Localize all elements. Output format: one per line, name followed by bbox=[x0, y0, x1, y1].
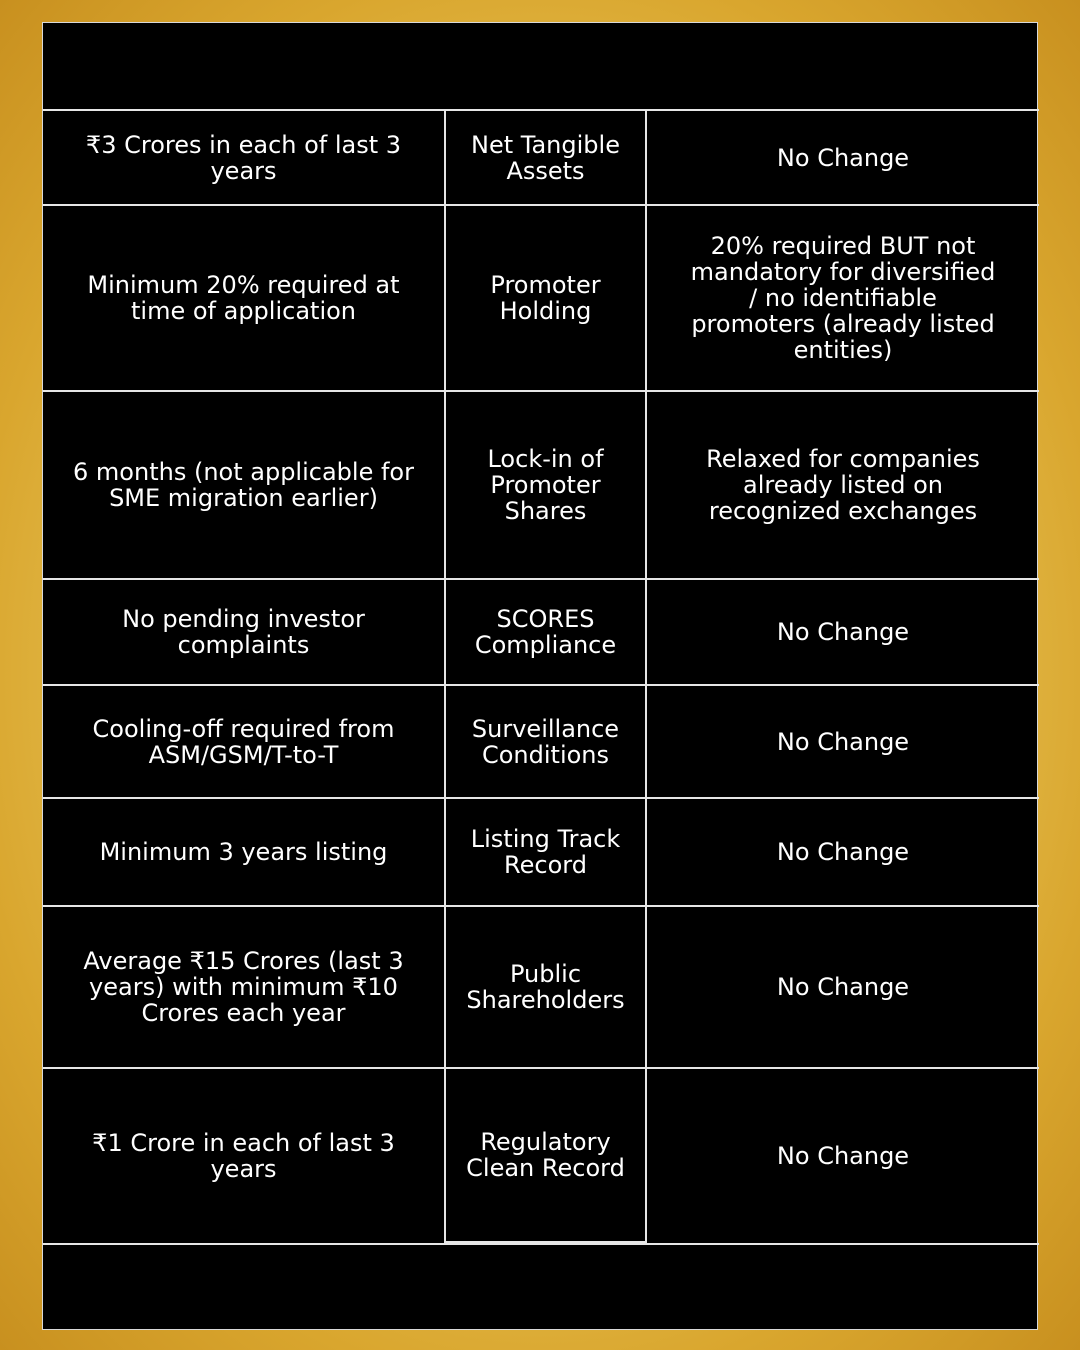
criteria-cell: Regulatory Clean Record bbox=[444, 1069, 647, 1243]
requirement-cell: ₹3 Crores in each of last 3 years bbox=[85, 130, 402, 185]
requirement-cell: Average ₹15 Crores (last 3 years) with minimum ₹10 Crores each year bbox=[83, 947, 404, 1027]
table-row bbox=[43, 1067, 1039, 1243]
change-cell: No Change bbox=[776, 973, 910, 1001]
criteria-cell: Surveillance Conditions bbox=[444, 686, 647, 797]
requirement-cell: No pending investor complaints bbox=[122, 605, 365, 659]
change-cell: 20% required BUT not mandatory for diversified / no identifiable promoters (already listed entities) bbox=[690, 232, 996, 364]
criteria-cell: Promoter Holding bbox=[444, 206, 647, 390]
criteria-cell: SCORES Compliance bbox=[444, 580, 647, 684]
table-row bbox=[43, 390, 1039, 578]
change-cell: No Change bbox=[776, 1142, 910, 1170]
table-row bbox=[43, 578, 1039, 684]
requirement-cell: ₹1 Crore in each of last 3 years bbox=[92, 1129, 395, 1183]
table-row bbox=[43, 684, 1039, 797]
table-row bbox=[43, 204, 1039, 390]
criteria-cell: Lock-in of Promoter Shares bbox=[444, 392, 647, 578]
comparison-table-panel bbox=[42, 22, 1038, 1330]
table-bottom-divider bbox=[43, 1243, 1039, 1245]
table-row bbox=[43, 797, 1039, 905]
change-cell: Relaxed for companies already listed on recognized exchanges bbox=[706, 445, 980, 525]
requirement-cell: Minimum 3 years listing bbox=[99, 838, 388, 866]
criteria-cell: Public Shareholders bbox=[444, 907, 647, 1067]
requirement-cell: Cooling-off required from ASM/GSM/T-to-T bbox=[92, 714, 395, 769]
table-row bbox=[43, 109, 1039, 204]
change-cell: No Change bbox=[776, 143, 910, 172]
change-cell: No Change bbox=[776, 727, 910, 756]
requirement-cell: Minimum 20% required at time of application bbox=[87, 271, 400, 325]
requirement-cell: 6 months (not applicable for SME migration earlier) bbox=[73, 458, 414, 512]
change-cell: No Change bbox=[776, 838, 910, 866]
criteria-cell: Net Tangible Assets bbox=[444, 111, 647, 204]
criteria-cell: Listing Track Record bbox=[444, 799, 647, 905]
change-cell: No Change bbox=[776, 618, 910, 646]
table-row bbox=[43, 905, 1039, 1067]
